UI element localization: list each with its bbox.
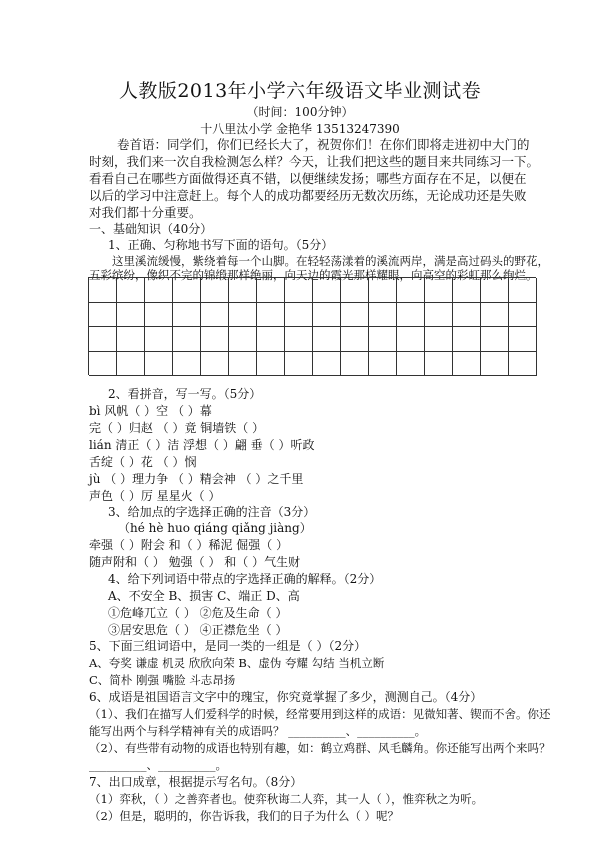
grid-cell[interactable] <box>117 303 145 328</box>
q1-text-1: 这里溪流缓慢，紫绕着每一个山脚。在轻轻荡漾着的溪流两岸，满是高过码头的野花， <box>112 254 549 268</box>
q6-row-3: （2）、有些带有动物的成语也特别有趣，如：鹤立鸡群、风毛麟角。你还能写出两个来吗？ <box>89 741 551 755</box>
grid-cell[interactable] <box>425 327 453 352</box>
grid-cell[interactable] <box>341 278 369 303</box>
grid-cell[interactable] <box>453 352 481 377</box>
grid-cell[interactable] <box>425 278 453 303</box>
grid-cell[interactable] <box>481 327 509 352</box>
exam-time: （时间：100分钟） <box>246 105 354 119</box>
q1-label: 1、正确、匀称地书写下面的语句。（5分） <box>108 238 334 252</box>
grid-cell[interactable] <box>89 327 117 352</box>
q3-row-1: 牵强（ ）附会 和（ ）稀泥 倔强（ ） <box>89 538 289 552</box>
grid-cell[interactable] <box>229 278 257 303</box>
intro-line-1: 卷首语：同学们，你们已经长大了，祝贺你们！在你们即将走进初中大门的 <box>117 137 530 152</box>
q2-row-4: 舌绽（ ）花 （ ）悯 <box>89 455 197 469</box>
grid-cell[interactable] <box>453 327 481 352</box>
grid-cell[interactable] <box>117 278 145 303</box>
q6-row-1: （1）、我们在描写人们爱科学的时候，经常要用到这样的成语：见微知著、锲而不舍。你还 <box>89 707 551 721</box>
grid-cell[interactable] <box>341 352 369 377</box>
q5-label: 5、下面三组词语中，是同一类的一组是（ ）（2分） <box>89 639 367 653</box>
grid-cell[interactable] <box>257 303 285 328</box>
q4-label: 4、给下列词语中带点的字选择正确的解释。（2分） <box>108 572 382 586</box>
grid-cell[interactable] <box>285 352 313 377</box>
q6-label: 6、成语是祖国语言文字中的瑰宝，你究竟掌握了多少，测测自己。（4分） <box>89 690 483 704</box>
grid-cell[interactable] <box>369 303 397 328</box>
grid-cell[interactable] <box>285 327 313 352</box>
q2-label: 2、看拼音，写一写。（5分） <box>108 387 262 401</box>
grid-cell[interactable] <box>201 278 229 303</box>
grid-cell[interactable] <box>397 352 425 377</box>
q6-row-2: 能写出两个与科学精神有关的成语吗？ __________、__________。 <box>89 724 427 738</box>
grid-cell[interactable] <box>201 352 229 377</box>
q7-row-1: （1）弈秋，（ ）之善弈者也。使弈秋诲二人弈，其一人（ ），惟弈秋之为听。 <box>89 792 484 806</box>
grid-cell[interactable] <box>453 278 481 303</box>
grid-cell[interactable] <box>341 327 369 352</box>
grid-cell[interactable] <box>313 303 341 328</box>
grid-cell[interactable] <box>173 352 201 377</box>
q1-text-2: 五彩缤纷，像织不完的锦缎那样绝丽，向天边的霞光那样耀眼，向高空的彩虹那么绚烂。 <box>89 268 538 282</box>
grid-cell[interactable] <box>369 352 397 377</box>
grid-cell[interactable] <box>313 352 341 377</box>
q7-row-2: （2）但是，聪明的，你告诉我，我们的日子为什么（ ）呢？ <box>89 809 399 823</box>
q2-row-2: 完（ ）归赵 （ ）竟 铜墙铁（ ） <box>89 421 265 435</box>
grid-cell[interactable] <box>313 278 341 303</box>
section-1-heading: 一、基础知识（40分） <box>89 222 213 236</box>
q3-label: 3、给加点的字选择正确的注音（3分） <box>108 505 316 519</box>
grid-cell[interactable] <box>173 327 201 352</box>
grid-cell[interactable] <box>145 352 173 377</box>
grid-cell[interactable] <box>285 278 313 303</box>
grid-cell[interactable] <box>453 303 481 328</box>
grid-cell[interactable] <box>481 278 509 303</box>
grid-cell[interactable] <box>89 352 117 377</box>
q2-row-6: 声色（ ）厉 星星火（ ） <box>89 489 221 503</box>
q3-pinyin: （hé hè huo qiáng qiǎng jiàng） <box>118 521 312 535</box>
grid-cell[interactable] <box>257 327 285 352</box>
intro-line-5: 对我们都十分重要。 <box>89 205 202 220</box>
grid-cell[interactable] <box>313 327 341 352</box>
grid-cell[interactable] <box>257 352 285 377</box>
grid-cell[interactable] <box>509 352 537 377</box>
grid-cell[interactable] <box>397 303 425 328</box>
q4-row-2: ③居安思危（ ） ④正襟危坐（ ） <box>108 623 288 637</box>
grid-cell[interactable] <box>397 327 425 352</box>
grid-cell[interactable] <box>369 327 397 352</box>
intro-line-4: 以后的学习中注意赶上。每个人的成功都要经历无数次历练，无论成功还是失败 <box>89 188 527 203</box>
grid-cell[interactable] <box>481 303 509 328</box>
q4-row-1: ①危峰兀立（ ） ②危及生命（ ） <box>108 606 288 620</box>
q2-row-3: lián 清正（ ）洁 浮想（ ）翩 垂（ ）听政 <box>89 438 315 452</box>
q4-options: A、不安全 B、损害 C、端正 D、高 <box>108 589 300 603</box>
grid-cell[interactable] <box>509 278 537 303</box>
exam-title: 人教版2013年小学六年级语文毕业测试卷 <box>118 80 482 102</box>
grid-cell[interactable] <box>229 327 257 352</box>
grid-cell[interactable] <box>481 352 509 377</box>
grid-cell[interactable] <box>117 327 145 352</box>
q5-row-2: C、简朴 刚强 嘴脸 斗志昂扬 <box>89 673 236 687</box>
q6-row-4: __________、__________。 <box>89 758 227 772</box>
grid-cell[interactable] <box>173 278 201 303</box>
grid-cell[interactable] <box>369 278 397 303</box>
intro-line-2: 时刻，我们来一次自我检测怎么样？今天，让我们把这些的题目来共同练习一下。 <box>89 154 540 169</box>
grid-cell[interactable] <box>117 352 145 377</box>
grid-cell[interactable] <box>509 327 537 352</box>
intro-line-3: 看看自己在哪些方面做得还真不错，以便继续发扬；哪些方面存在不足，以便在 <box>89 171 527 186</box>
grid-cell[interactable] <box>509 303 537 328</box>
grid-cell[interactable] <box>145 278 173 303</box>
grid-cell[interactable] <box>201 327 229 352</box>
grid-cell[interactable] <box>397 278 425 303</box>
grid-cell[interactable] <box>425 352 453 377</box>
writing-grid[interactable] <box>88 277 536 375</box>
grid-cell[interactable] <box>257 278 285 303</box>
grid-cell[interactable] <box>89 278 117 303</box>
grid-cell[interactable] <box>145 303 173 328</box>
grid-cell[interactable] <box>201 303 229 328</box>
grid-cell[interactable] <box>425 303 453 328</box>
grid-cell[interactable] <box>341 303 369 328</box>
grid-cell[interactable] <box>145 327 173 352</box>
q5-row-1: A、夸奖 谦虚 机灵 欣欣向荣 B、虚伪 夸耀 勾结 当机立断 <box>89 656 385 670</box>
author-line: 十八里汰小学 金艳华 13513247390 <box>200 122 400 136</box>
q2-row-1: bì 风帆（ ）空 （ ）幕 <box>89 404 212 418</box>
grid-cell[interactable] <box>173 303 201 328</box>
grid-cell[interactable] <box>89 303 117 328</box>
q2-row-5: jù （ ）理力争 （ ）精会神 （ ）之千里 <box>89 472 304 486</box>
grid-cell[interactable] <box>229 352 257 377</box>
grid-cell[interactable] <box>285 303 313 328</box>
q7-label: 7、出口成章，根据提示写名句。（8分） <box>89 775 303 789</box>
q3-row-2: 随声附和（ ） 勉强（ ） 和（ ）气生财 <box>89 555 301 569</box>
grid-cell[interactable] <box>229 303 257 328</box>
